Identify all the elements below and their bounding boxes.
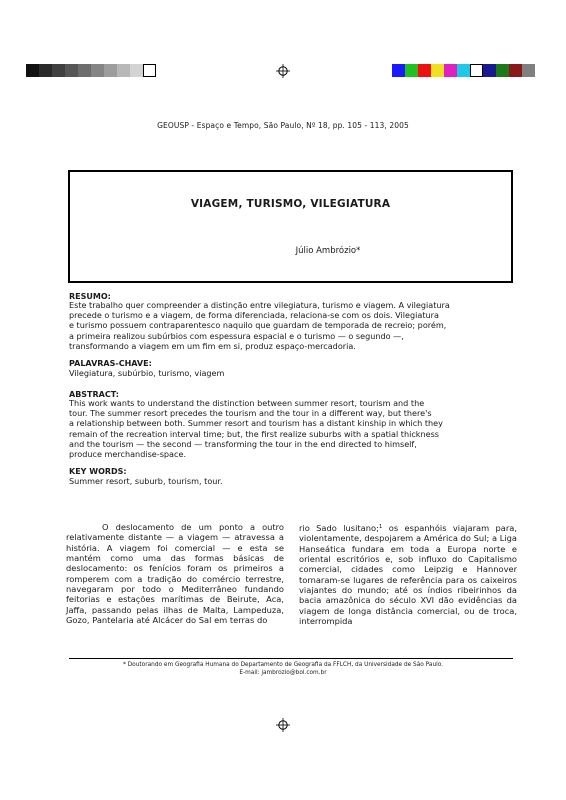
abstract-line: and the tourism — the second — transforming the tour in the end directed to himself, — [69, 438, 417, 449]
registration-mark-bottom-icon — [276, 718, 290, 732]
body-column-right — [299, 522, 517, 626]
gray-swatch — [78, 64, 91, 77]
gray-swatch — [52, 64, 65, 77]
gray-swatch — [130, 64, 143, 77]
gray-swatch — [117, 64, 130, 77]
gray-swatch — [104, 64, 117, 77]
footnote-divider — [69, 658, 513, 659]
journal-citation: GEOUSP - Espaço e Tempo, São Paulo, Nº 18, pp. 105 - 113, 2005 — [157, 121, 409, 130]
key-words-text: Summer resort, suburb, tourism, tour. — [69, 476, 223, 486]
key-words-heading: KEY WORDS: — [69, 467, 127, 476]
resumo-body — [69, 300, 513, 351]
color-swatch — [470, 64, 483, 77]
grayscale-calibration-bar — [26, 64, 156, 77]
gray-swatch — [143, 64, 156, 77]
footnote-affiliation: * Doutorando em Geografia Humana do Departamento de Geografia da FFLCH, da Universidade de São Paulo. — [122, 662, 444, 668]
body-text: os espanhóis viajaram para, violentamente, despojarem a América do Sul; a Liga Hanseática fundara em toda a Europa norte e oriental escritórios e, sob influxo do Capitalismo comercial, cidades como Leipzig e Hannover tornaram-se lugares de referência para os caixeiros viajantes do mundo; até os índios ribeirinhos da bacia amazônica do século XVI dão evidências da viagem de longa distância comercial, ou de troca, interrompida — [299, 523, 518, 627]
abstract-line: produce merchandise-space. — [69, 449, 187, 460]
color-swatch — [522, 64, 535, 77]
resumo-heading: RESUMO: — [69, 292, 111, 301]
body-text: rio Sado lusitano; — [299, 523, 379, 533]
abstract-line: a relationship between both. Summer resort and tourism has a distant kinship in which they — [69, 418, 443, 429]
palavras-chave-heading: PALAVRAS-CHAVE: — [69, 359, 152, 368]
abstract-body — [69, 398, 513, 459]
article-title: VIAGEM, TURISMO, VILEGIATURA — [190, 198, 391, 210]
color-swatch — [496, 64, 509, 77]
resumo-line: a primeira realizou subúrbios com espessura espacial e o turismo — o segundo —, — [69, 330, 404, 341]
color-swatch — [509, 64, 522, 77]
abstract-line: remain of the recreation interval time; but, the first realize suburbs with a spatial thickness — [69, 428, 440, 439]
resumo-line: Este trabalho quer compreender a distinção entre vilegiatura, turismo e viagem. A vilegiatura — [69, 300, 450, 310]
article-author: Júlio Ambrózio* — [295, 246, 361, 256]
color-swatch — [483, 64, 496, 77]
abstract-line: tour. The summer resort precedes the tourism and the tour in a different way, but there's — [69, 408, 432, 419]
color-swatch — [405, 64, 418, 77]
registration-mark-top-icon — [276, 64, 290, 78]
gray-swatch — [65, 64, 78, 77]
resumo-line: e turismo possuem contraparentesco naquilo que guardam de temporada de recreio; porém, — [69, 320, 447, 331]
color-swatch — [392, 64, 405, 77]
abstract-heading: ABSTRACT: — [69, 390, 119, 399]
gray-swatch — [26, 64, 39, 77]
footnote-email: E-mail: jambrozio@bol.com.br — [239, 670, 327, 676]
resumo-line: precede o turismo e a viagem, de forma diferenciada, relaciona-se com os dois. Vilegiatura — [69, 310, 439, 321]
footnote-marker: 1 — [378, 524, 383, 530]
color-calibration-bar — [392, 64, 535, 77]
color-swatch — [418, 64, 431, 77]
abstract-line: This work wants to understand the distinction between summer resort, tourism and the — [69, 398, 425, 408]
body-column-left: O deslocamento de um ponto a outro relativamente distante — a viagem — atravessa a história. A viagem foi comercial — e esta se mantém como uma das formas básicas de deslocamento: os fenícios foram os primeiros a romperem com a tradição do comércio terrestre, navegaram por todo o Mediterrâneo fundando feitorias e estações marítimas de Beirute, Aca, Jaffa, passando pelas ilhas de Malta, Lampeduza, Gozo, Pantelaria até Alcácer do Sal em terras do — [66, 522, 284, 626]
color-swatch — [457, 64, 470, 77]
gray-swatch — [39, 64, 52, 77]
resumo-line: transformando a viagem em um fim em si, produz espaço-mercadoria. — [69, 340, 356, 351]
color-swatch — [444, 64, 457, 77]
gray-swatch — [91, 64, 104, 77]
color-swatch — [431, 64, 444, 77]
title-box — [68, 170, 513, 283]
palavras-chave-text: Vilegiatura, subúrbio, turismo, viagem — [69, 368, 225, 378]
